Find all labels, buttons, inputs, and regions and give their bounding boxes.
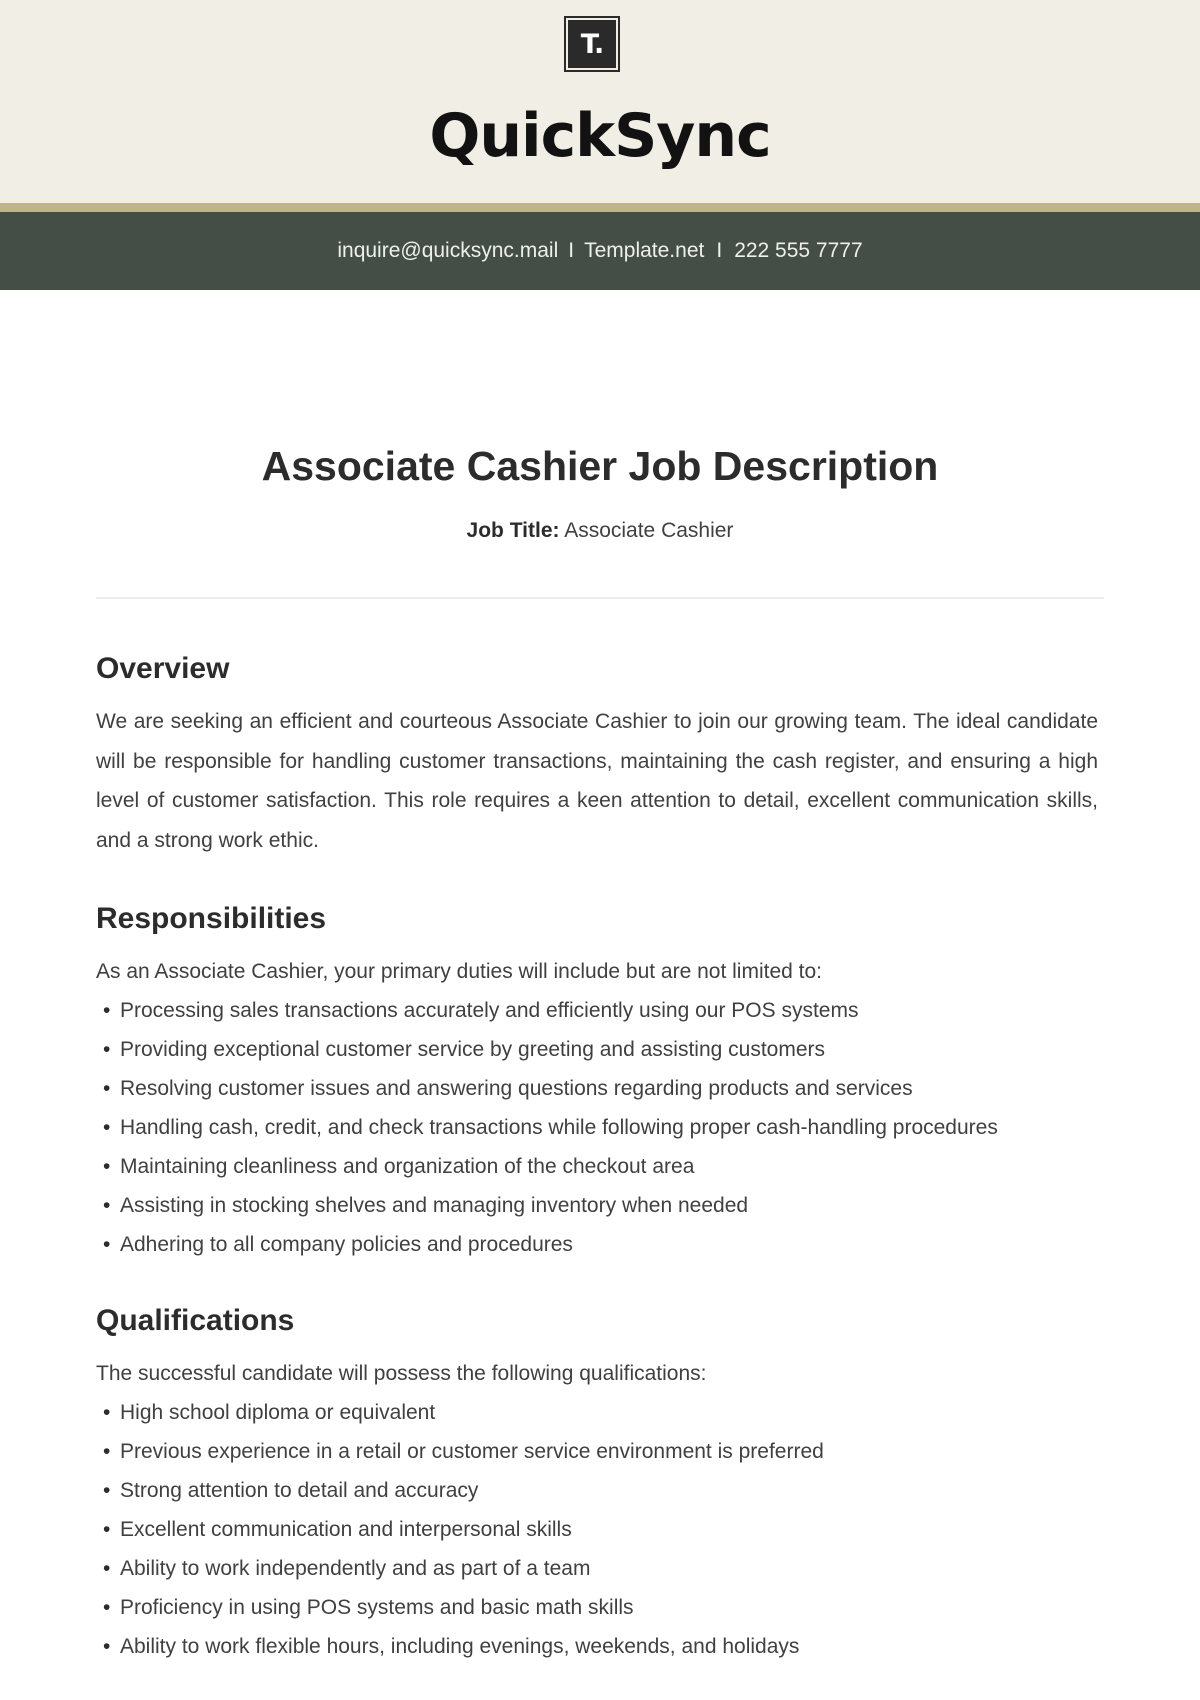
section-heading: Overview [96,652,230,685]
page-header [0,0,1200,203]
section-heading: Qualifications [96,1304,295,1337]
list-item: • Previous experience in a retail or customer service environment is preferred [96,1432,1098,1471]
overview-section [96,648,1098,860]
section-heading: Responsibilities [96,902,327,935]
contact-email[interactable]: inquire@quicksync.mail [337,239,559,262]
list-item: • Ability to work flexible hours, including evenings, weekends, and holidays [96,1627,1098,1666]
list-item: • Excellent communication and interpersonal skills [96,1510,1098,1549]
list-item: • Ability to work independently and as part of a team [96,1549,1098,1588]
header-accent-line [0,203,1200,212]
contact-phone: 222 555 7777 [734,239,863,262]
section-intro: The successful candidate will possess the following qualifications: [96,1362,707,1385]
section-intro: As an Associate Cashier, your primary duties will include but are not limited to: [96,960,823,983]
contact-separator: I [716,239,723,262]
list-item: • High school diploma or equivalent [96,1393,1098,1432]
list-item: • Maintaining cleanliness and organization of the checkout area [96,1147,1098,1186]
list-item: • Resolving customer issues and answering questions regarding products and services [96,1069,1098,1108]
document-title: Associate Cashier Job Description [261,443,939,489]
list-item: • Processing sales transactions accurately and efficiently using our POS systems [96,991,1098,1030]
job-title-value: Associate Cashier [564,519,734,542]
qualifications-section [96,1300,1098,1666]
logo [566,18,618,70]
job-title-line [0,516,1200,546]
company-name: QuickSync [429,101,771,171]
list-item: • Handling cash, credit, and check transactions while following proper cash-handling procedures [96,1108,1098,1147]
list-item: • Providing exceptional customer service by greeting and assisting customers [96,1030,1098,1069]
qualifications-list [96,1393,1098,1666]
job-title-label: Job Title: [466,519,560,542]
contact-separator: I [568,239,575,262]
responsibilities-list [96,991,1098,1264]
responsibilities-section [96,898,1098,1264]
contact-bar [0,212,1200,290]
contact-website[interactable]: Template.net [584,239,705,262]
list-item: • Proficiency in using POS systems and basic math skills [96,1588,1098,1627]
list-item: • Strong attention to detail and accuracy [96,1471,1098,1510]
list-item: • Assisting in stocking shelves and managing inventory when needed [96,1186,1098,1225]
document-body [96,648,1098,1666]
list-item: • Adhering to all company policies and procedures [96,1225,1098,1264]
divider [96,597,1104,599]
overview-text: We are seeking an efficient and courteous Associate Cashier to join our growing team. The ideal candidate will be responsible for handling customer transactions, maintaining the cash register, and ensuring a high level of customer satisfaction. This role requires a keen attention to detail, excellent communication skills, and a strong work ethic. [96,710,1098,852]
logo-text: T. [580,28,604,60]
